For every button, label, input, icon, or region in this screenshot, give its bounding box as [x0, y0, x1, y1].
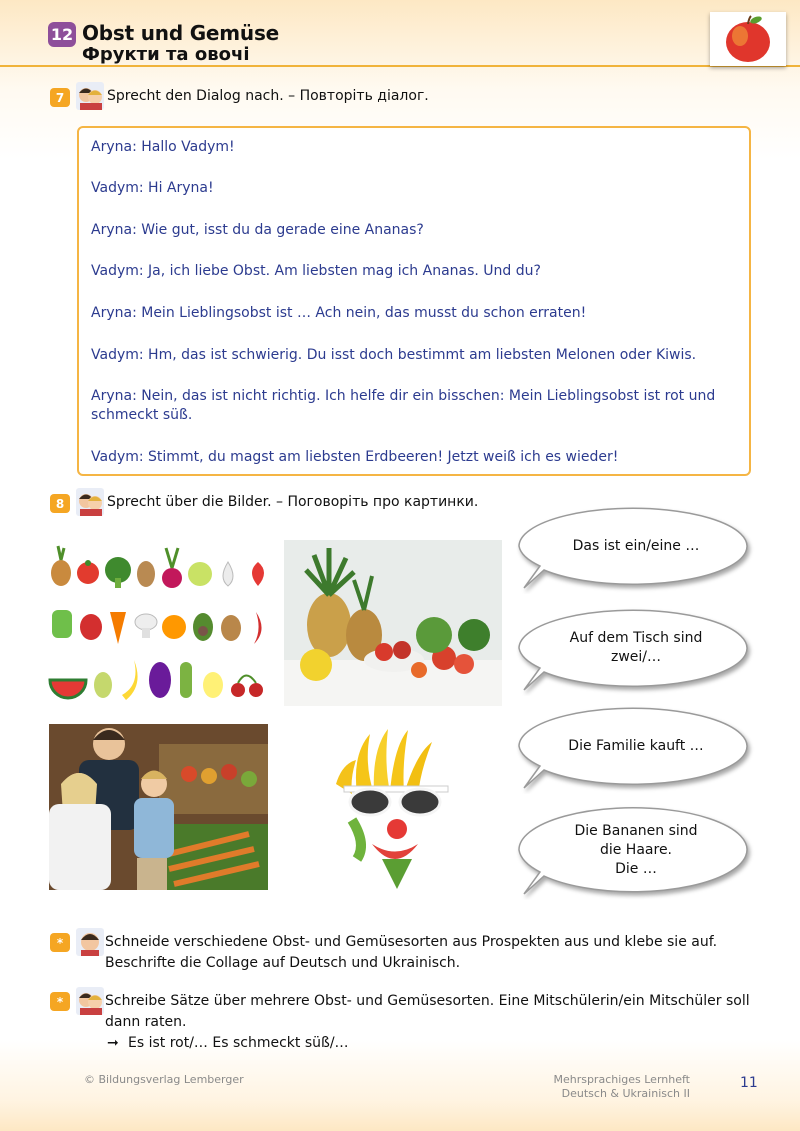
book-title: Mehrsprachiges Lernheft — [553, 1073, 690, 1086]
speech-bubble — [516, 704, 756, 788]
single-work-icon — [76, 928, 104, 956]
family-market-photo — [49, 724, 268, 890]
fruit-table-photo — [284, 540, 502, 706]
apple-image — [710, 12, 786, 66]
dialog-line: Aryna: Nein, das ist nicht richtig. Ich helfe dir ein bisschen: Mein Lieblingsobst ist rot und schmeckt süß. — [91, 388, 716, 423]
dialog-line: Aryna: Hallo Vadym! — [91, 139, 235, 155]
banana-face-photo — [312, 724, 478, 890]
task-number-badge: 7 — [50, 88, 70, 107]
dialog-box — [77, 126, 751, 476]
page-title: Obst und Gemüse — [82, 21, 280, 45]
speech-bubble-text: Auf dem Tisch sind zwei/… — [569, 630, 703, 665]
extra-task-badge: * — [50, 933, 70, 952]
page-subtitle: Фрукти та овочі — [82, 44, 250, 65]
speech-bubble — [516, 804, 756, 894]
task-number-badge: 8 — [50, 494, 70, 513]
fruit-vegetable-illustrations — [48, 540, 272, 710]
pair-work-icon — [76, 488, 104, 516]
example-arrow-icon: ➞ — [107, 1035, 119, 1051]
extra-task-text-line2: dann raten. — [105, 1014, 187, 1030]
pair-work-icon — [76, 987, 104, 1015]
dialog-line: Vadym: Hi Aryna! — [91, 180, 214, 196]
pair-work-icon — [76, 82, 104, 110]
dialog-line: Aryna: Wie gut, isst du da gerade eine Ananas? — [91, 222, 424, 238]
book-subtitle: Deutsch & Ukrainisch II — [561, 1087, 690, 1100]
speech-bubble — [516, 606, 756, 690]
speech-bubble-text: Die Familie kauft … — [568, 737, 704, 754]
extra-task-text-line1: Schneide verschiedene Obst- und Gemüsesorten aus Prospekten aus und klebe sie auf. — [105, 934, 718, 950]
dialog-line: Vadym: Ja, ich liebe Obst. Am liebsten mag ich Ananas. Und du? — [91, 263, 541, 279]
dialog-line: Vadym: Stimmt, du magst am liebsten Erdbeeren! Jetzt weiß ich es wieder! — [91, 449, 619, 465]
book-info — [520, 1073, 690, 1101]
header-divider — [0, 65, 800, 67]
copyright-notice: © Bildungsverlag Lemberger — [84, 1073, 244, 1086]
extra-task-text-line1: Schreibe Sätze über mehrere Obst- und Gemüsesorten. Eine Mitschülerin/ein Mitschüler soll — [105, 993, 750, 1009]
page-number: 11 — [740, 1075, 758, 1091]
task-instruction: Sprecht den Dialog nach. – Повторіть діалог. — [107, 88, 429, 104]
speech-bubble-text: Die Bananen sind die Haare. Die … — [574, 822, 698, 877]
speech-bubble-text: Das ist ein/eine … — [572, 537, 700, 554]
speech-bubble — [516, 504, 756, 588]
dialog-line: Aryna: Mein Lieblingsobst ist … Ach nein, das musst du schon erraten! — [91, 305, 587, 321]
unit-number-badge: 12 — [48, 22, 76, 47]
dialog-line: Vadym: Hm, das ist schwierig. Du isst doch bestimmt am liebsten Melonen oder Kiwis. — [91, 347, 697, 363]
task-instruction: Sprecht über die Bilder. – Поговоріть про картинки. — [107, 494, 479, 510]
example-sentence: Es ist rot/… Es schmeckt süß/… — [128, 1035, 349, 1051]
extra-task-badge: * — [50, 992, 70, 1011]
extra-task-text-line2: Beschrifte die Collage auf Deutsch und Ukrainisch. — [105, 955, 461, 971]
